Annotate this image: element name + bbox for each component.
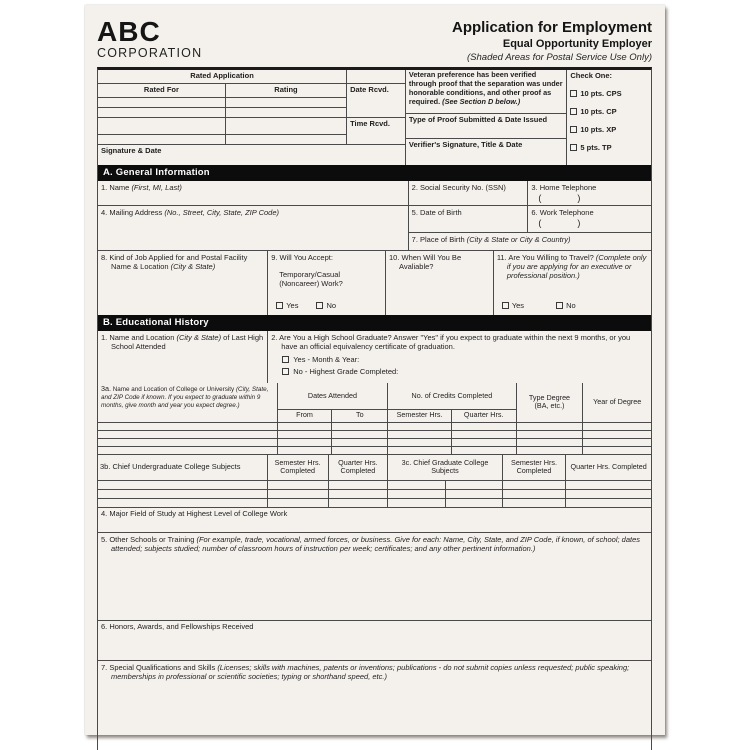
checkbox-row-5pts-tp[interactable] xyxy=(570,143,648,152)
field-name[interactable] xyxy=(98,181,408,206)
date-received-field[interactable]: Date Rcvd. xyxy=(347,83,405,117)
job-label: 8. Kind of Job Applied for and Postal Facility Name & Location xyxy=(101,253,248,271)
type-of-proof-field[interactable]: Type of Proof Submitted & Date Issued xyxy=(406,114,566,139)
to-header: To xyxy=(332,409,388,422)
ssn-label: 2. Social Security No. (SSN) xyxy=(411,183,506,192)
dates-attended-header: Dates Attended xyxy=(277,383,388,409)
name-label: 1. Name xyxy=(101,183,132,192)
section-a-right-col xyxy=(408,181,651,250)
available-label: 10. When Will You Be Avaliable? xyxy=(388,253,462,271)
home-telephone-parens: ( ) xyxy=(538,193,582,203)
field-other-schools-training[interactable] xyxy=(98,533,651,621)
high-school-label: 1. Name and Location xyxy=(101,333,177,342)
accept-yes-checkbox[interactable] xyxy=(276,301,298,310)
section-a-header: A. General Information xyxy=(98,165,651,181)
blank-cell[interactable] xyxy=(445,481,502,490)
type-degree-line1: Type Degree xyxy=(528,392,571,402)
rating-blank[interactable] xyxy=(225,117,346,134)
travel-hint: (Complete only if you are applying for an executive or professional position.) xyxy=(506,253,647,280)
field-hs-graduate xyxy=(267,331,651,383)
veteran-preference-statement xyxy=(406,70,566,114)
undergrad-quarter-header: Quarter Hrs. Completed xyxy=(328,455,388,481)
checkbox-row-10pts-cp[interactable] xyxy=(570,107,648,116)
blank-cell[interactable] xyxy=(388,438,452,446)
year-degree-header: Year of Degree xyxy=(583,383,651,422)
checkbox-row-10pts-cps[interactable] xyxy=(570,89,648,98)
place-of-birth-label: 7. Place of Birth xyxy=(411,235,467,245)
blank-cell[interactable] xyxy=(277,422,332,430)
form-body xyxy=(97,67,652,750)
company-logo xyxy=(97,16,203,61)
graduate-yes-label: Yes - Month & Year: xyxy=(293,355,360,364)
field-work-telephone[interactable] xyxy=(527,206,651,234)
blank-cell[interactable] xyxy=(328,490,388,499)
logo-text-abc: ABC xyxy=(97,16,161,47)
college-blank-row[interactable] xyxy=(98,446,651,454)
rating-blank[interactable] xyxy=(225,107,346,117)
blank-cell[interactable] xyxy=(267,481,328,490)
no-label: No xyxy=(326,301,337,310)
grad-semester-header: Semester Hrs. Completed xyxy=(502,455,566,481)
veteran-preference-block xyxy=(405,70,566,165)
type-degree-line2: (BA, etc.) xyxy=(534,401,565,411)
blank-cell[interactable] xyxy=(98,438,277,446)
blank-cell[interactable] xyxy=(566,481,651,490)
form-header xyxy=(97,16,652,67)
checkbox-label: 10 pts. CP xyxy=(580,107,617,116)
blank-cell[interactable] xyxy=(332,422,388,430)
dob-label: 5. Date of Birth xyxy=(411,207,462,217)
blank-cell[interactable] xyxy=(388,422,452,430)
verifier-signature-field[interactable]: Verifier's Signature, Title & Date xyxy=(408,140,523,149)
checkbox-icon[interactable] xyxy=(282,368,289,375)
rated-for-blank[interactable] xyxy=(98,134,225,144)
travel-no-checkbox[interactable] xyxy=(556,301,576,310)
rated-for-blank[interactable] xyxy=(98,117,225,134)
checkbox-label: 10 pts. CPS xyxy=(580,89,622,98)
veteran-statement-text: Veteran preference has been verified through proof that the separation was under honorable conditions, and other proof as required. xyxy=(408,70,563,106)
blank-cell[interactable] xyxy=(332,446,388,454)
mailing-hint: (No., Street, City, State, ZIP Code) xyxy=(164,207,279,217)
blank-cell[interactable] xyxy=(328,481,388,490)
blank-cell[interactable] xyxy=(328,499,388,508)
subjects-blank-row[interactable] xyxy=(98,490,651,499)
undergrad-semester-header: Semester Hrs. Completed xyxy=(267,455,328,481)
yes-label: Yes xyxy=(286,301,299,310)
section-a-rows-8-11 xyxy=(98,251,651,315)
from-header: From xyxy=(277,409,332,422)
mailing-label: 4. Mailing Address xyxy=(101,207,165,217)
field-ssn[interactable] xyxy=(408,181,528,206)
rating-blank[interactable] xyxy=(225,134,346,144)
blank-cell[interactable] xyxy=(516,430,583,438)
rated-application-table xyxy=(98,70,405,165)
graduate-question: 2. Are You a High School Graduate? Answer "Yes" if you expect to graduate within the next 9 months, or you have an official equivalency certificate of graduation. xyxy=(271,333,631,351)
blank-cell[interactable] xyxy=(583,446,651,454)
blank-cell[interactable] xyxy=(445,490,502,499)
high-school-hint: (City & State) xyxy=(176,333,222,342)
other-schools-hint: (For example, trade, vocational, armed forces, or business. Give for each: Name, City, State, and ZIP Code, if known, of school; dates attended; subjects studied; number of classroom hours of instruction per week; certificates; and any other pertinent information.) xyxy=(111,535,641,553)
college-blank-row[interactable] xyxy=(98,430,651,438)
rating-blank[interactable] xyxy=(225,97,346,107)
field-high-school[interactable] xyxy=(98,331,267,383)
blank-cell[interactable] xyxy=(502,490,566,499)
section-b-header: B. Educational History xyxy=(98,315,651,331)
blank-cell[interactable] xyxy=(451,438,516,446)
checkbox-icon[interactable] xyxy=(570,108,577,115)
blank-cell[interactable] xyxy=(347,70,405,83)
rated-for-blank[interactable] xyxy=(98,97,225,107)
blank-cell[interactable] xyxy=(566,499,651,508)
job-hint: (City & State) xyxy=(170,262,216,271)
college-desc-hint: (City, State, and ZIP Code if known. If you expect to graduate within 9 months, give month and year you expect degree.) xyxy=(101,386,269,409)
checkbox-icon[interactable] xyxy=(570,144,577,151)
blank-cell[interactable] xyxy=(98,499,267,508)
semester-hrs-header: Semester Hrs. xyxy=(388,409,452,422)
blank-cell[interactable] xyxy=(388,446,452,454)
logo-text-corporation: CORPORATION xyxy=(97,46,203,61)
college-desc: Name and Location of College or University xyxy=(112,386,236,393)
blank-cell[interactable] xyxy=(583,422,651,430)
college-desc-header xyxy=(98,383,277,422)
rating-header: Rating xyxy=(225,83,346,97)
checkbox-icon[interactable] xyxy=(570,90,577,97)
checkbox-icon[interactable] xyxy=(316,302,323,309)
no-label: No xyxy=(566,301,576,310)
major-field-label: 4. Major Field of Study at Highest Level of College Work xyxy=(101,509,288,518)
field-major-field-of-study[interactable] xyxy=(98,508,651,533)
postal-use-block xyxy=(98,70,651,165)
field-place-of-birth[interactable] xyxy=(408,233,651,250)
undergrad-grad-subjects-table xyxy=(98,455,651,509)
blank-cell[interactable] xyxy=(583,430,651,438)
time-received-field[interactable]: Time Rcvd. xyxy=(347,117,405,144)
work-telephone-label: 6. Work Telephone xyxy=(531,207,594,217)
blank-cell[interactable] xyxy=(583,438,651,446)
blank-cell[interactable] xyxy=(332,438,388,446)
subjects-blank-row[interactable] xyxy=(98,481,651,490)
work-telephone-parens: ( ) xyxy=(538,217,582,228)
credits-header: No. of Credits Completed xyxy=(388,383,516,409)
blank-cell[interactable] xyxy=(98,446,277,454)
college-table xyxy=(98,383,651,455)
blank-cell[interactable] xyxy=(566,490,651,499)
check-one-panel xyxy=(566,70,651,165)
blank-cell[interactable] xyxy=(388,490,446,499)
form-usage-note: (Shaded Areas for Postal Service Use Only) xyxy=(467,51,652,63)
checkbox-icon[interactable] xyxy=(282,356,289,363)
blank-cell[interactable] xyxy=(516,446,583,454)
checkbox-label: 10 pts. XP xyxy=(580,125,617,134)
blank-cell[interactable] xyxy=(516,438,583,446)
high-school-label-2: of Last High School Attended xyxy=(111,333,264,351)
field-special-qualifications[interactable] xyxy=(98,661,651,750)
travel-yes-checkbox[interactable] xyxy=(502,301,524,310)
grad-quarter-header: Quarter Hrs. Completed xyxy=(566,455,651,481)
type-degree-header xyxy=(516,383,583,422)
checkbox-label: 5 pts. TP xyxy=(580,143,612,152)
field-job-applied-for[interactable] xyxy=(98,251,267,315)
form-subtitle: Equal Opportunity Employer xyxy=(502,37,652,50)
blank-cell[interactable] xyxy=(332,430,388,438)
field-when-available[interactable] xyxy=(385,251,493,315)
field-date-of-birth[interactable] xyxy=(408,206,528,234)
graduate-no-checkbox[interactable] xyxy=(282,367,651,376)
checkbox-icon[interactable] xyxy=(556,302,563,309)
undergrad-subjects-header: 3b. Chief Undergraduate College Subjects xyxy=(98,455,267,481)
blank-cell[interactable] xyxy=(267,490,328,499)
subjects-blank-row[interactable] xyxy=(98,499,651,508)
travel-label: 11. Are You Willing to Travel? xyxy=(496,253,596,262)
field-honors-awards[interactable] xyxy=(98,621,651,661)
grad-subjects-header: 3c. Chief Graduate College Subjects xyxy=(388,455,502,481)
accept-sub-label: Temporary/Casual (Noncareer) Work? xyxy=(279,270,343,288)
blank-cell[interactable] xyxy=(267,499,328,508)
accept-label: 9. Will You Accept: xyxy=(271,253,333,262)
section-a-left-col xyxy=(98,181,408,250)
blank-cell[interactable] xyxy=(445,499,502,508)
blank-cell[interactable] xyxy=(502,481,566,490)
blank-cell[interactable] xyxy=(277,446,332,454)
field-mailing-address[interactable] xyxy=(98,206,408,250)
section-a-rows-1-7 xyxy=(98,181,651,251)
blank-cell[interactable] xyxy=(451,430,516,438)
college-num: 3a. xyxy=(101,384,111,393)
section-b-row-1 xyxy=(98,331,651,383)
field-home-telephone[interactable] xyxy=(527,181,651,206)
veteran-statement-ref: (See Section D below.) xyxy=(442,96,521,106)
place-of-birth-hint: (City & State or City & Country) xyxy=(466,235,571,245)
blank-cell[interactable] xyxy=(98,430,277,438)
rated-for-blank[interactable] xyxy=(98,107,225,117)
blank-cell[interactable] xyxy=(388,481,446,490)
checkbox-icon[interactable] xyxy=(276,302,283,309)
blank-cell[interactable] xyxy=(516,422,583,430)
other-schools-label: 5. Other Schools or Training xyxy=(101,535,197,544)
name-hint: (First, MI, Last) xyxy=(131,183,182,192)
form-titles xyxy=(452,19,652,63)
blank-cell[interactable] xyxy=(277,438,332,446)
skills-hint: (Licenses; skills with machines, patents or inventions; publications - do not submit copies unless requested; public speaking; memberships in professional or scientific societies; typing or shorthand speed, etc.) xyxy=(111,663,630,681)
college-blank-row[interactable] xyxy=(98,422,651,430)
college-blank-row[interactable] xyxy=(98,438,651,446)
skills-label: 7. Special Qualifications and Skills xyxy=(101,663,218,672)
rated-for-header: Rated For xyxy=(98,83,225,97)
blank-cell[interactable] xyxy=(502,499,566,508)
blank-cell[interactable] xyxy=(98,490,267,499)
check-one-label: Check One: xyxy=(570,71,613,80)
application-form-page xyxy=(85,5,665,735)
checkbox-row-10pts-xp[interactable] xyxy=(570,125,648,134)
blank-cell[interactable] xyxy=(388,430,452,438)
blank-cell[interactable] xyxy=(98,422,277,430)
yes-label: Yes xyxy=(511,301,525,310)
checkbox-icon[interactable] xyxy=(502,302,509,309)
graduate-yes-checkbox[interactable] xyxy=(282,355,651,364)
signature-date-field[interactable]: Signature & Date xyxy=(98,144,405,165)
blank-cell[interactable] xyxy=(451,446,516,454)
rated-application-header: Rated Application xyxy=(98,70,347,83)
honors-label: 6. Honors, Awards, and Fellowships Received xyxy=(101,622,254,631)
accept-no-checkbox[interactable] xyxy=(316,301,336,310)
checkbox-icon[interactable] xyxy=(570,126,577,133)
form-title: Application for Employment xyxy=(451,19,652,36)
field-accept-temporary-work[interactable] xyxy=(267,251,385,315)
blank-cell[interactable] xyxy=(98,481,267,490)
home-telephone-label: 3. Home Telephone xyxy=(531,183,597,192)
field-willing-to-travel[interactable] xyxy=(493,251,651,315)
graduate-no-label: No - Highest Grade Completed: xyxy=(293,367,399,376)
blank-cell[interactable] xyxy=(451,422,516,430)
blank-cell[interactable] xyxy=(277,430,332,438)
blank-cell[interactable] xyxy=(388,499,446,508)
quarter-hrs-header: Quarter Hrs. xyxy=(451,409,516,422)
